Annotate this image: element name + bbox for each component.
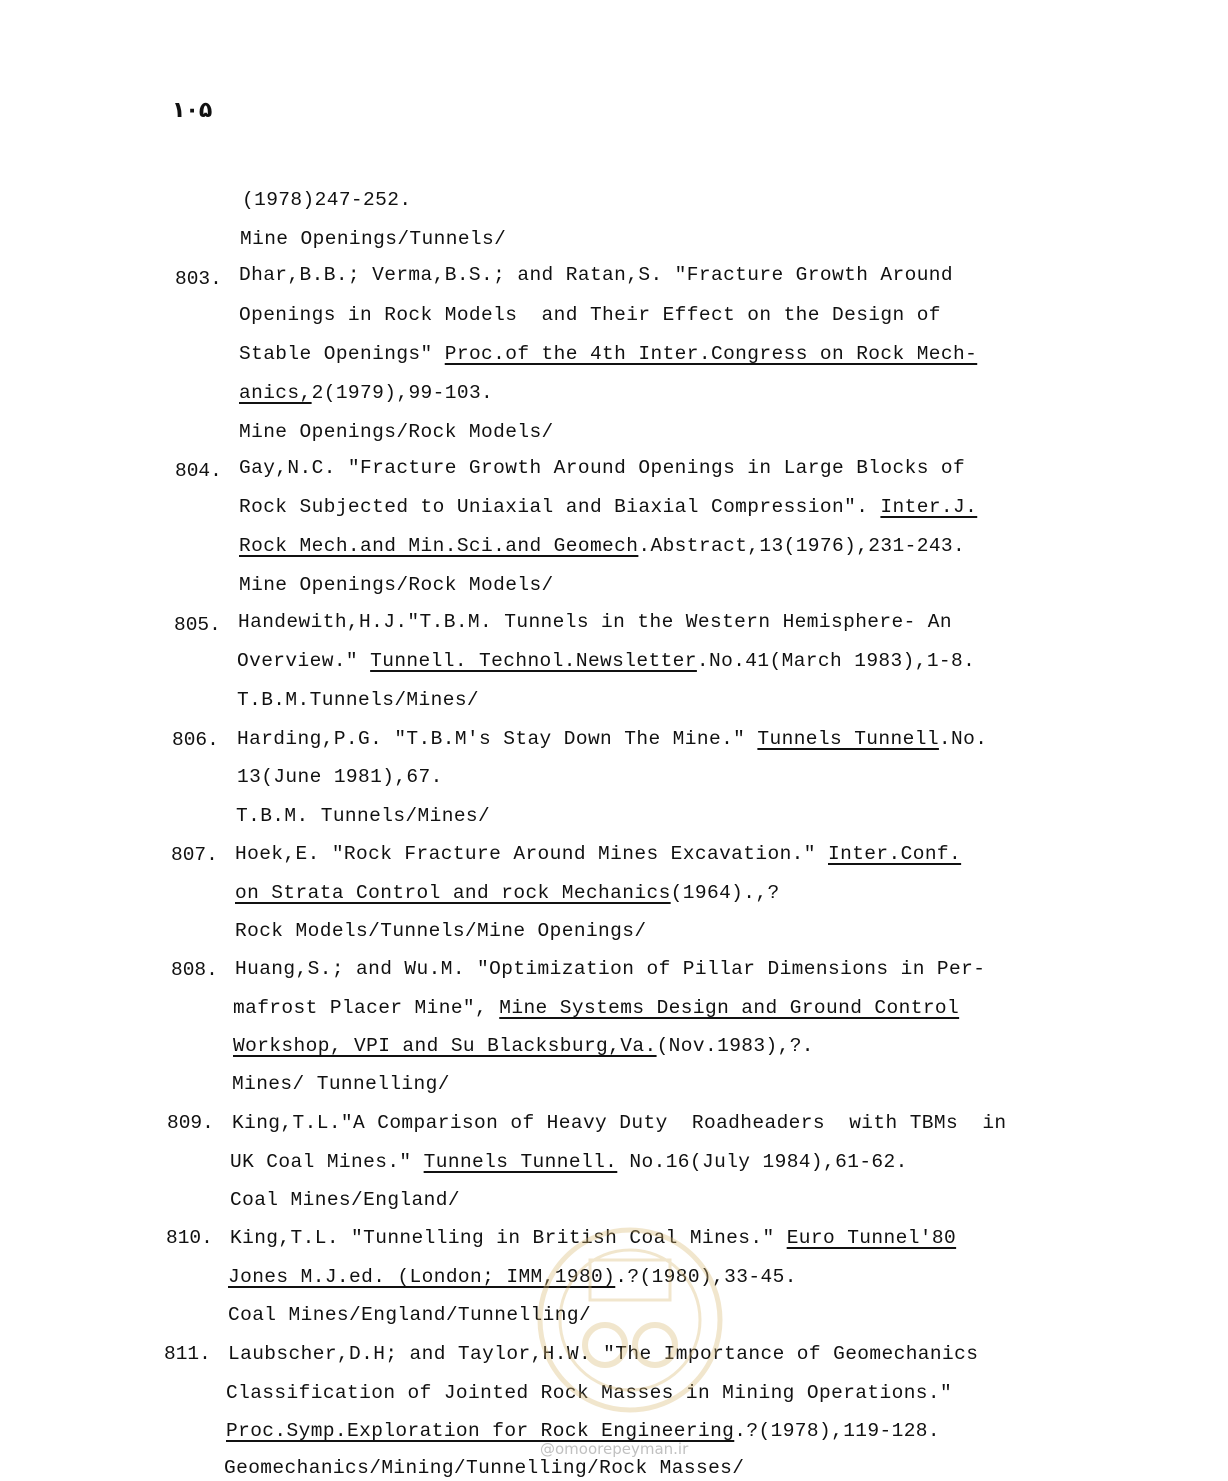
ref-number: 803.: [175, 268, 222, 290]
ref-line: (1978)247-252.: [242, 189, 412, 211]
ref-number: 808.: [171, 959, 218, 981]
ref-keywords: Coal Mines/England/Tunnelling/: [228, 1304, 592, 1326]
ref-line: UK Coal Mines." Tunnels Tunnell. No.16(July 1984),61-62.: [230, 1151, 908, 1173]
watermark-logo: [530, 1220, 730, 1450]
journal-title: Mine Systems Design and Ground Control: [499, 997, 960, 1019]
ref-keywords: Coal Mines/England/: [230, 1189, 460, 1211]
ref-line: Proc.Symp.Exploration for Rock Engineering.?(1978),119-128.: [226, 1420, 941, 1442]
ref-keywords: T.B.M.Tunnels/Mines/: [237, 689, 480, 711]
journal-title: on Strata Control and rock Mechanics: [235, 882, 671, 904]
ref-number: 805.: [174, 614, 221, 636]
ref-keywords: T.B.M. Tunnels/Mines/: [236, 805, 491, 827]
ref-line: Laubscher,D.H; and Taylor,H.W. "The Importance of Geomechanics: [228, 1343, 979, 1365]
ref-number: 807.: [171, 844, 218, 866]
ref-line: Gay,N.C. "Fracture Growth Around Openings in Large Blocks of: [239, 457, 966, 479]
journal-title: Tunnels Tunnell.: [423, 1151, 618, 1173]
journal-title: Workshop, VPI and Su Blacksburg,Va.: [233, 1035, 657, 1057]
ref-line: Overview." Tunnell. Technol.Newsletter.No.41(March 1983),1-8.: [237, 650, 976, 672]
journal-title: Inter.Conf.: [828, 843, 962, 865]
ref-line: Huang,S.; and Wu.M. "Optimization of Pillar Dimensions in Per-: [235, 958, 986, 980]
ref-number: 810.: [166, 1227, 213, 1249]
journal-title: Tunnels Tunnell: [757, 728, 939, 750]
ref-keywords: Mines/ Tunnelling/: [232, 1073, 450, 1095]
ref-keywords: Mine Openings/Rock Models/: [239, 421, 554, 443]
ref-line: Stable Openings" Proc.of the 4th Inter.Congress on Rock Mech-: [239, 343, 978, 365]
ref-line: Classification of Jointed Rock Masses in Mining Operations.": [226, 1382, 953, 1404]
journal-title: Euro Tunnel'80: [786, 1227, 957, 1249]
journal-title: Proc.of the 4th Inter.Congress on Rock Mech-: [444, 343, 978, 365]
ref-line: King,T.L."A Comparison of Heavy Duty Roadheaders with TBMs in: [232, 1112, 1007, 1134]
ref-line: Hoek,E. "Rock Fracture Around Mines Excavation." Inter.Conf.: [235, 843, 962, 865]
ref-line: on Strata Control and rock Mechanics(1964).,?: [235, 882, 780, 904]
ref-keywords: Mine Openings/Rock Models/: [239, 574, 554, 596]
journal-title: Rock Mech.and Min.Sci.and Geomech: [239, 535, 639, 557]
journal-title: Tunnell. Technol.Newsletter: [370, 650, 697, 672]
ref-number: 809.: [167, 1112, 214, 1134]
page-number: ١٠۵: [172, 98, 213, 123]
ref-keywords: Geomechanics/Mining/Tunnelling/Rock Masses/: [224, 1457, 745, 1479]
ref-line: Jones M.J.ed. (London; IMM,1980).?(1980),33-45.: [228, 1266, 797, 1288]
ref-number: 804.: [175, 460, 222, 482]
ref-line: mafrost Placer Mine", Mine Systems Design and Ground Control: [233, 997, 960, 1019]
watermark-text: @omoorepeyman.ir: [540, 1440, 689, 1458]
journal-title: Jones M.J.ed. (London; IMM,1980): [228, 1266, 616, 1288]
ref-line: King,T.L. "Tunnelling in British Coal Mines." Euro Tunnel'80: [230, 1227, 957, 1249]
ref-keywords: Rock Models/Tunnels/Mine Openings/: [235, 920, 647, 942]
ref-line: Handewith,H.J."T.B.M. Tunnels in the Western Hemisphere- An: [238, 611, 953, 633]
ref-line: Harding,P.G. "T.B.M's Stay Down The Mine." Tunnels Tunnell.No.: [237, 728, 988, 750]
ref-line: 13(June 1981),67.: [237, 766, 443, 788]
journal-title: anics,: [239, 382, 312, 404]
ref-keywords: Mine Openings/Tunnels/: [240, 228, 507, 250]
ref-number: 806.: [172, 729, 219, 751]
ref-line: Workshop, VPI and Su Blacksburg,Va.(Nov.1983),?.: [233, 1035, 814, 1057]
journal-title: Inter.J.: [880, 496, 978, 518]
ref-line: Rock Mech.and Min.Sci.and Geomech.Abstract,13(1976),231-243.: [239, 535, 966, 557]
ref-line: Dhar,B.B.; Verma,B.S.; and Ratan,S. "Fracture Growth Around: [239, 264, 954, 286]
ref-line: anics,2(1979),99-103.: [239, 382, 494, 404]
ref-line: Openings in Rock Models and Their Effect on the Design of: [239, 304, 941, 326]
journal-title: Proc.Symp.Exploration for Rock Engineering: [226, 1420, 735, 1442]
ref-number: 811.: [164, 1343, 211, 1365]
ref-line: Rock Subjected to Uniaxial and Biaxial Compression". Inter.J.: [239, 496, 978, 518]
